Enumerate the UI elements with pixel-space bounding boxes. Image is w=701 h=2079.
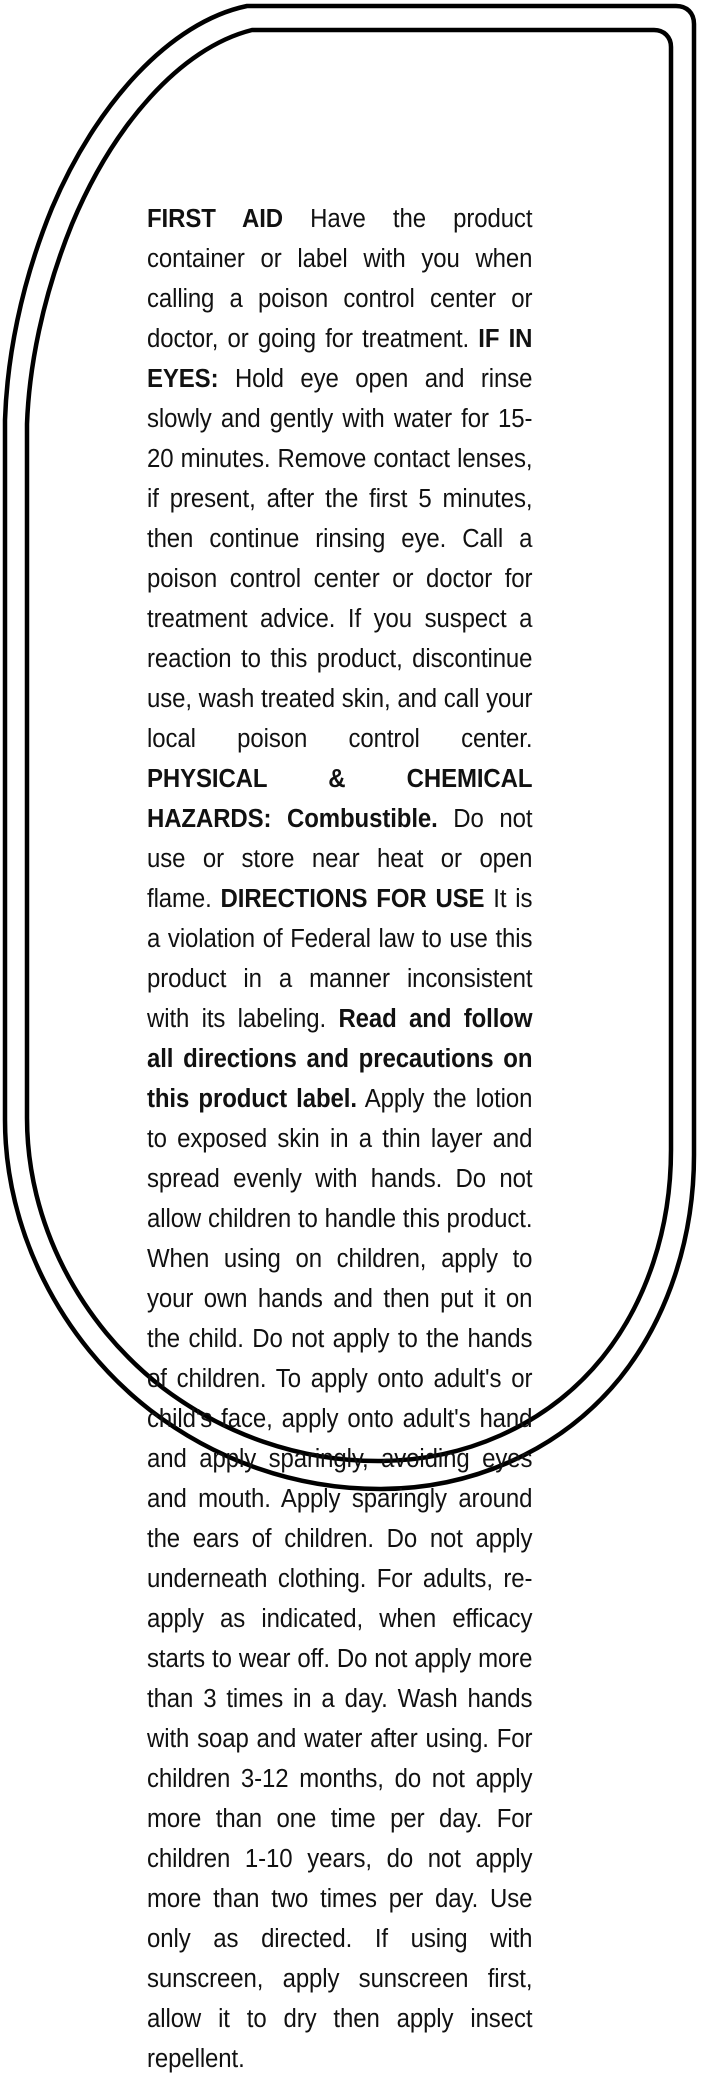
section-body-directions-for-use: It is a violation of Federal law to use this product in a manner inconsistent with its labeling. (147, 885, 533, 1033)
section-body-physical-chemical-hazards: Do not use or store near heat or open flame. (147, 805, 533, 913)
section-body-read-and-follow: Apply the lotion to exposed skin in a thin layer and spread evenly with hands. Do not allow children to handle this product. When using on children, apply to your own hands and then put it on the child. Do not apply to the hands of children. To apply onto adult's or child's face, apply onto adult's hand and apply sparingly, avoiding eyes and mouth. Apply sparingly around the ears of children. Do not apply underneath clothing. For adults, re-apply as indicated, when efficacy starts to wear off. Do not apply more than 3 times in a day. Wash hands with soap and water after using. For children 3-12 months, do not apply more than one time per day. For children 1-10 years, do not apply more than two times per day. Use only as directed. If using with sunscreen, apply sunscreen first, allow it to dry then apply insect repellent. (147, 1085, 533, 2073)
section-body-if-in-eyes: Hold eye open and rinse slowly and gently with water for 15-20 minutes. Remove contact lenses, if present, after the first 5 minutes, then continue rinsing eye. Call a poison control center or doctor for treatment advice. If you suspect a reaction to this product, discontinue use, wash treated skin, and call your local poison control center. (147, 365, 533, 753)
label-paragraph (147, 199, 532, 2079)
section-heading-physical-chemical-hazards: PHYSICAL & CHEMICAL HAZARDS: Combustible. (147, 765, 533, 833)
section-heading-directions-for-use: DIRECTIONS FOR USE (220, 885, 485, 913)
section-heading-first-aid: FIRST AID (147, 205, 284, 233)
section-heading-read-and-follow: Read and follow all directions and precautions on this product label. (147, 1005, 533, 1113)
label-directions-text (147, 199, 532, 2079)
section-heading-if-in-eyes: IF IN EYES: (147, 325, 533, 393)
section-body-first-aid: Have the product container or label with you when calling a poison control center or doctor, or going for treatment. (147, 205, 533, 353)
